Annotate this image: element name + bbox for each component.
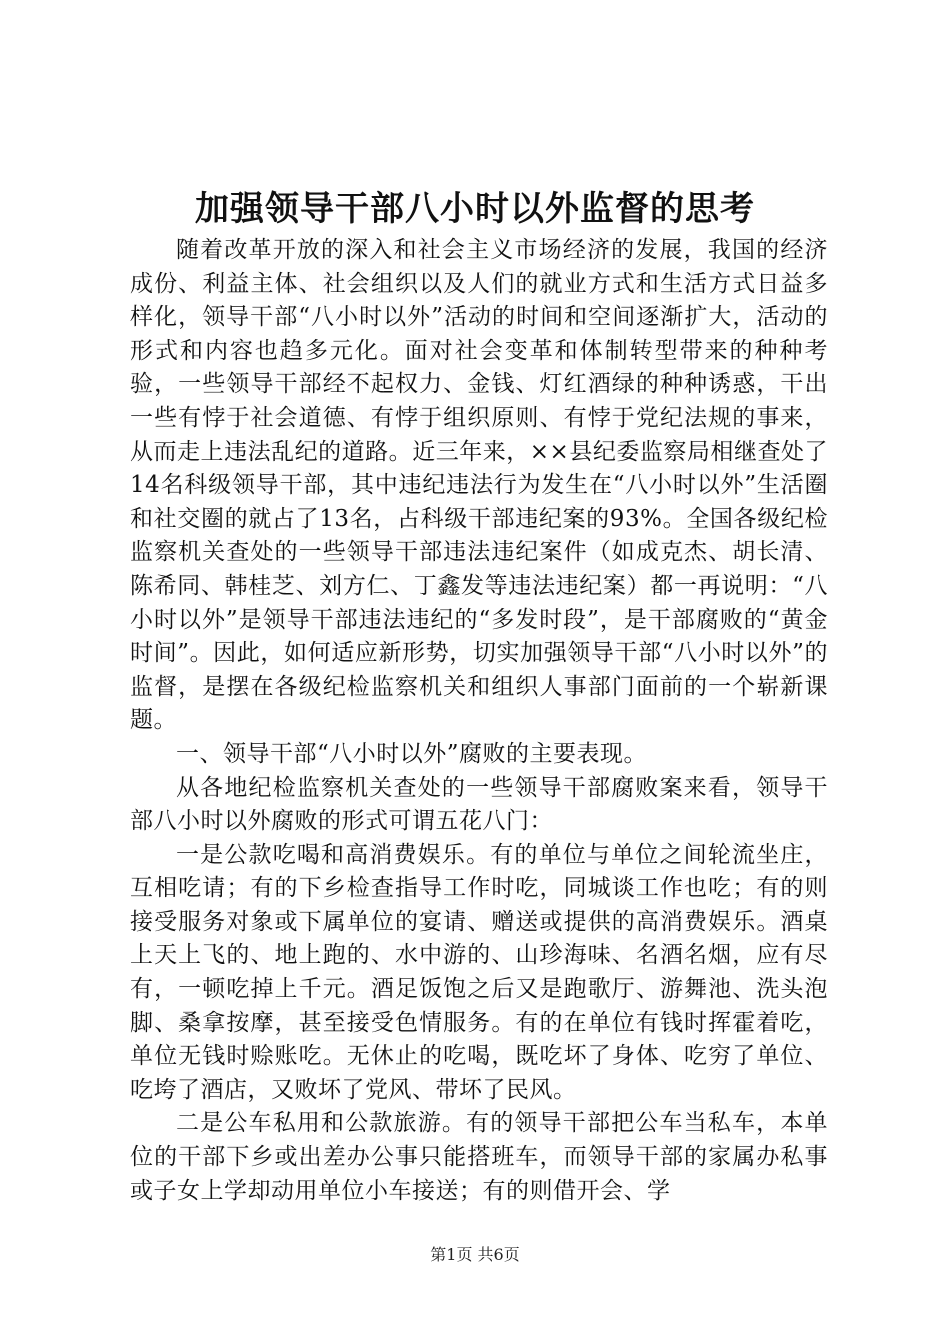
document-title: 加强领导干部八小时以外监督的思考 <box>195 189 755 229</box>
page-footer: 第1页 共6页 <box>430 1245 520 1264</box>
paragraph-intro: 随着改革开放的深入和社会主义市场经济的发展，我国的经济成份、利益主体、社会组织以及人们的就业方式和生活方式日益多样化，领导干部“八小时以外”活动的时间和空间逐渐扩大，活动的形式和内容也趋多元化。面对社会变革和体制转型带来的种种考验，一些领导干部经不起权力、金钱、灯红酒绿的种种诱惑，干出一些有悖于社会道德、有悖于组织原则、有悖于党纪法规的事来，从而走上违法乱纪的道路。近三年来，××县纪委监察局相继查处了14名科级领导干部，其中违纪违法行为发生在“八小时以外”生活圈和社交圈的就占了13名，占科级干部违纪案的93%。全国各级纪检监察机关查处的一些领导干部违法违纪案件（如成克杰、胡长清、陈希同、韩桂芝、刘方仁、丁鑫发等违法违纪案）都一再说明：“八小时以外”是领导干部违法违纪的“多发时段”，是干部腐败的“黄金时间”。因此，如何适应新形势，切实加强领导干部“八小时以外”的监督，是摆在各级纪检监察机关和组织人事部门面前的一个崭新课题。 <box>130 237 828 734</box>
paragraph-overview: 从各地纪检监察机关查处的一些领导干部腐败案来看，领导干部八小时以外腐败的形式可谓五花八门： <box>130 774 828 835</box>
paragraph-point-2: 二是公车私用和公款旅游。有的领导干部把公车当私车，本单位的干部下乡或出差办公事只能搭班车，而领导干部的家属办私事或子女上学却动用单位小车接送；有的则借开会、学 <box>130 1110 828 1204</box>
document-body <box>130 234 828 1208</box>
section-heading-1: 一、领导干部“八小时以外”腐败的主要表现。 <box>176 740 648 767</box>
paragraph-point-1: 一是公款吃喝和高消费娱乐。有的单位与单位之间轮流坐庄，互相吃请；有的下乡检查指导工作时吃，同城谈工作也吃；有的则接受服务对象或下属单位的宴请、赠送或提供的高消费娱乐。酒桌上天上飞的、地上跑的、水中游的、山珍海味、名酒名烟，应有尽有，一顿吃掉上千元。酒足饭饱之后又是跑歌厅、游舞池、洗头泡脚、桑拿按摩，甚至接受色情服务。有的在单位有钱时挥霍着吃，单位无钱时赊账吃。无休止的吃喝，既吃坏了身体、吃穷了单位、吃垮了酒店，又败坏了党风、带坏了民风。 <box>130 841 828 1103</box>
